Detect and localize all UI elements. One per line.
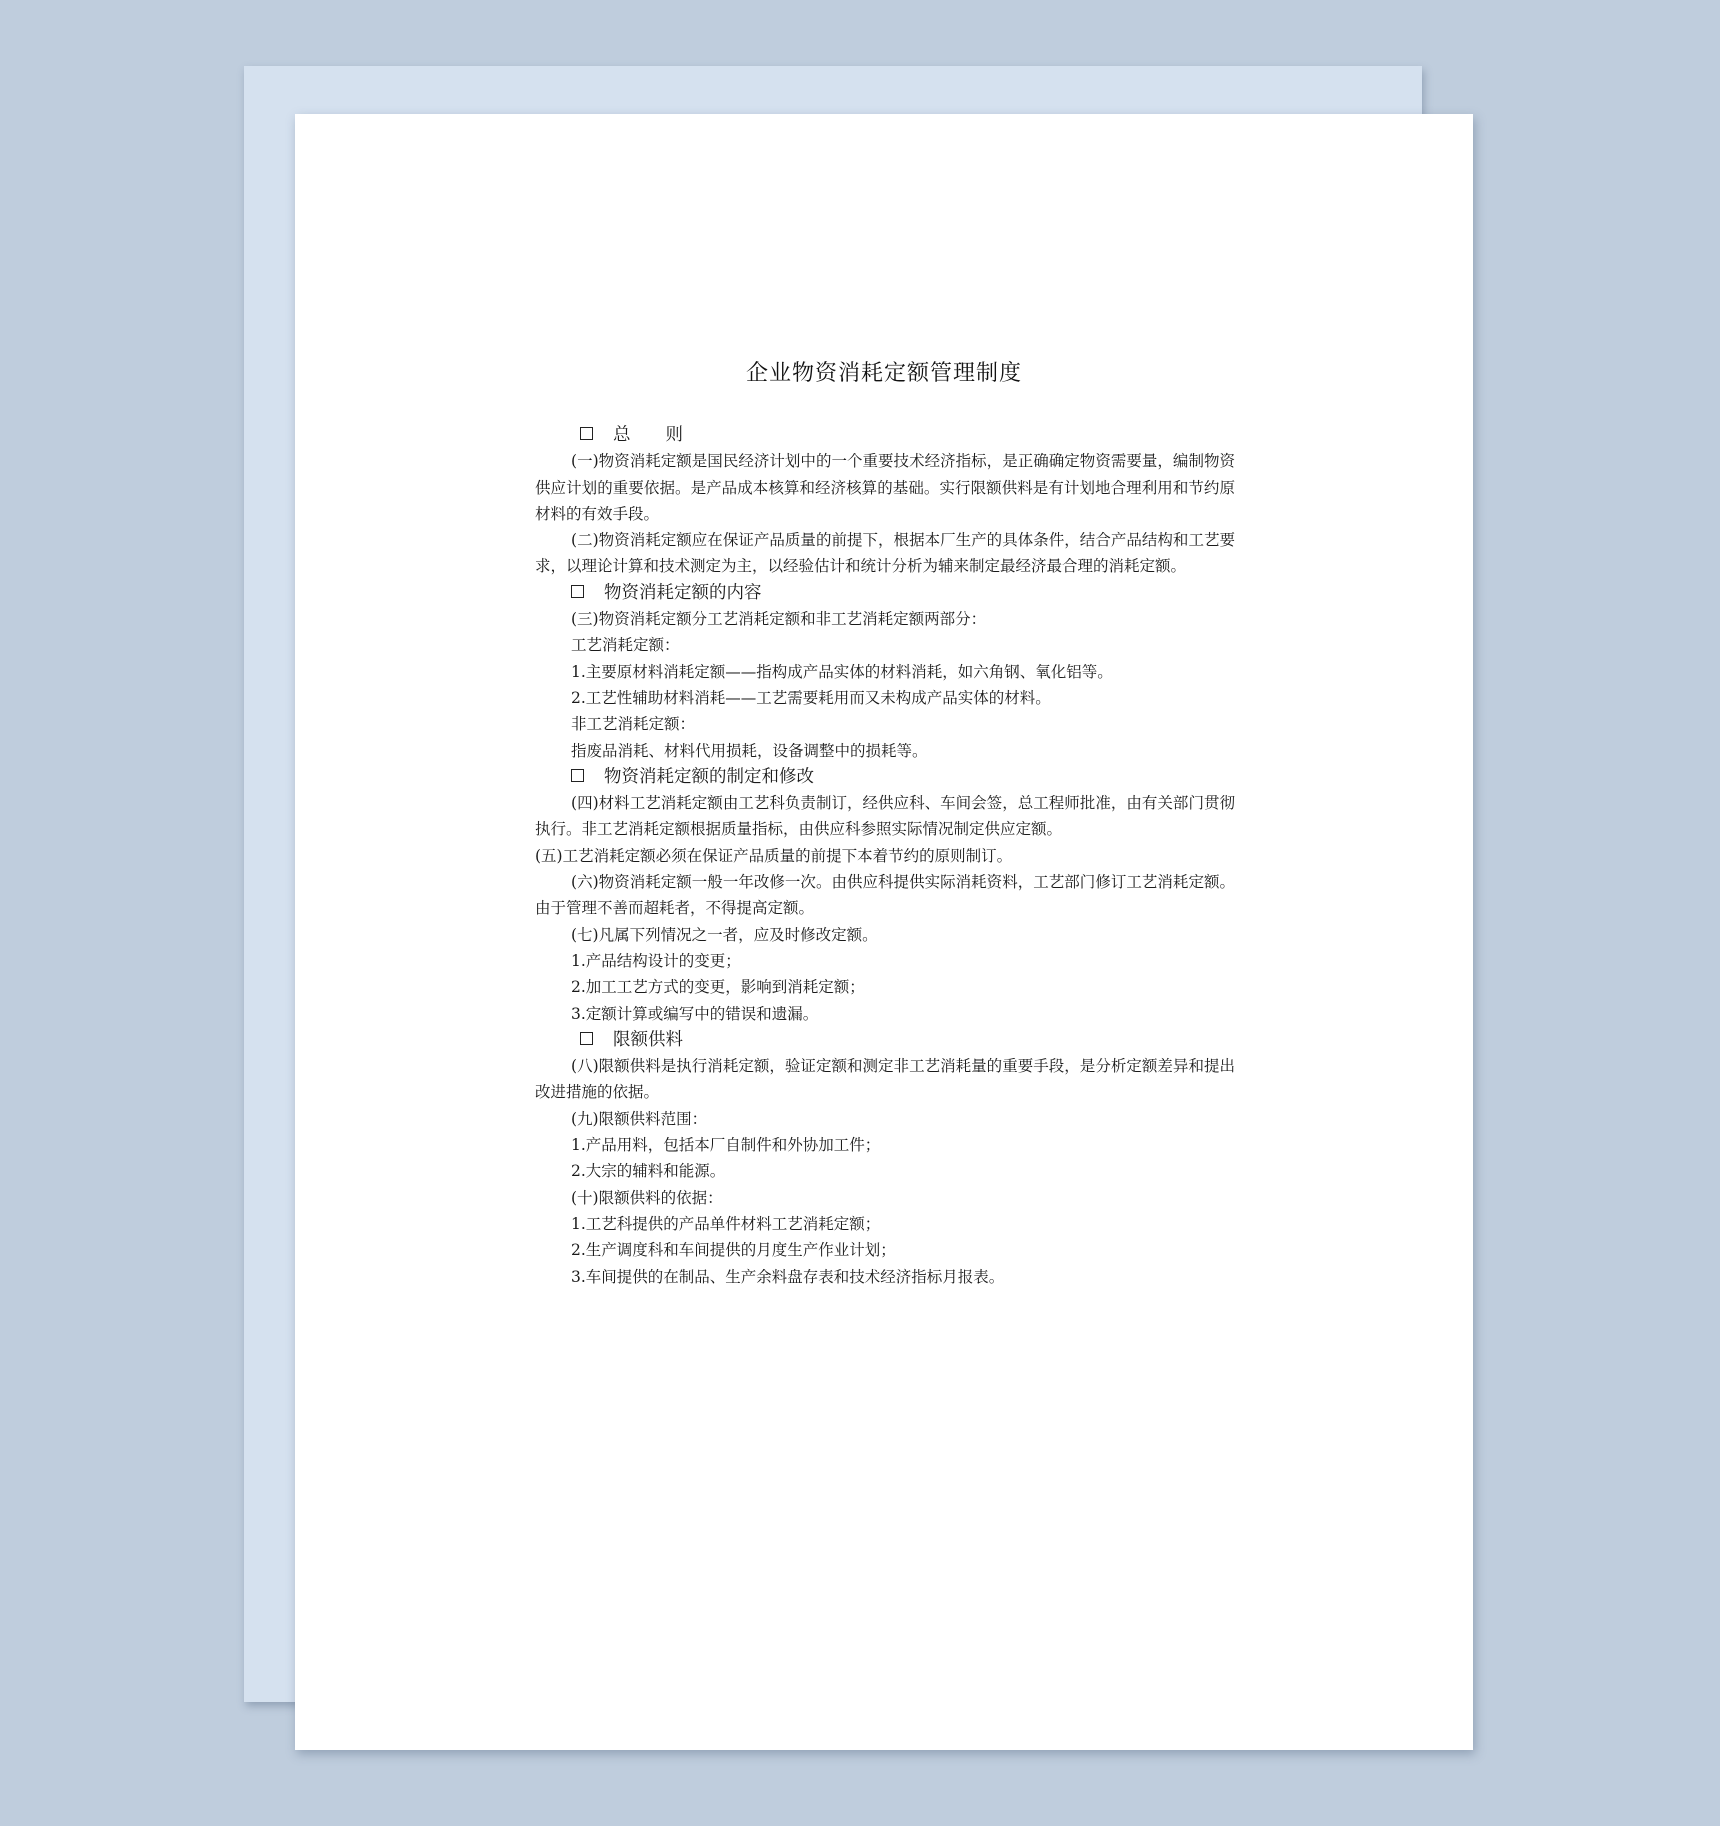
list-item: 2.大宗的辅料和能源。 [571, 1162, 726, 1181]
document-body [535, 422, 1235, 1290]
paragraph-7: (七)凡属下列情况之一者，应及时修改定额。 [571, 925, 878, 944]
section-heading-text: 物资消耗定额的内容 [604, 582, 762, 603]
section-heading-text: 总 则 [613, 425, 683, 445]
checkbox-square-icon [571, 585, 584, 598]
list-item: 指废品消耗、材料代用损耗，设备调整中的损耗等。 [571, 741, 928, 760]
checkbox-square-icon [580, 1032, 593, 1045]
document-title: 企业物资消耗定额管理制度 [745, 361, 1022, 386]
list-item: 2.生产调度科和车间提供的月度生产作业计划； [571, 1241, 896, 1260]
paragraph-2: (二)物资消耗定额应在保证产品质量的前提下，根据本厂生产的具体条件，结合产品结构和工艺要求，以理论计算和技术测定为主，以经验估计和统计分析为辅来制定最经济最合理的消耗定额。 [535, 531, 1235, 576]
paragraph-10: (十)限额供料的依据： [571, 1188, 723, 1207]
paragraph-1: (一)物资消耗定额是国民经济计划中的一个重要技术经济指标，是正确确定物资需要量，编制物资供应计划的重要依据。是产品成本核算和经济核算的基础。实行限额供料是有计划地合理利用和节约原材料的有效手段。 [535, 452, 1235, 523]
list-item: 1.产品结构设计的变更； [571, 951, 741, 970]
section-heading-general [535, 422, 1235, 448]
list-item: 2.工艺性辅助材料消耗——工艺需要耗用而又未构成产品实体的材料。 [571, 688, 1051, 707]
section-heading-text: 限额供料 [613, 1029, 683, 1050]
paragraph-6: (六)物资消耗定额一般一年改修一次。由供应科提供实际消耗资料，工艺部门修订工艺消耗定额。由于管理不善而超耗者，不得提高定额。 [535, 873, 1235, 918]
list-item: 1.主要原材料消耗定额——指构成产品实体的材料消耗，如六角钢、氧化铝等。 [571, 662, 1113, 681]
paragraph-9: (九)限额供料范围： [571, 1109, 708, 1128]
document-page [295, 114, 1473, 1750]
paragraph-4: (四)材料工艺消耗定额由工艺科负责制订，经供应科、车间会签，总工程师批准，由有关部门贯彻执行。非工艺消耗定额根据质量指标，由供应科参照实际情况制定供应定额。 [535, 794, 1235, 839]
section-heading-quota-supply [535, 1027, 1235, 1053]
checkbox-square-icon [571, 769, 584, 782]
list-item: 1.工艺科提供的产品单件材料工艺消耗定额； [571, 1214, 881, 1233]
section-heading-formulation [535, 764, 1235, 790]
list-item: 工艺消耗定额： [571, 636, 680, 655]
list-item: 非工艺消耗定额： [571, 715, 696, 734]
list-item: 2.加工工艺方式的变更，影响到消耗定额； [571, 978, 865, 997]
paragraph-3: (三)物资消耗定额分工艺消耗定额和非工艺消耗定额两部分： [571, 610, 987, 629]
list-item: 3.车间提供的在制品、生产余料盘存表和技术经济指标月报表。 [571, 1267, 1005, 1286]
section-heading-content [535, 580, 1235, 606]
list-item: 1.产品用料，包括本厂自制件和外协加工件； [571, 1136, 881, 1155]
paragraph-8: (八)限额供料是执行消耗定额，验证定额和测定非工艺消耗量的重要手段，是分析定额差异和提出改进措施的依据。 [535, 1057, 1235, 1102]
list-item: 3.定额计算或编写中的错误和遗漏。 [571, 1004, 819, 1023]
section-heading-text: 物资消耗定额的制定和修改 [604, 766, 814, 787]
checkbox-square-icon [580, 427, 593, 440]
paragraph-5: (五)工艺消耗定额必须在保证产品质量的前提下本着节约的原则制订。 [535, 846, 1013, 865]
